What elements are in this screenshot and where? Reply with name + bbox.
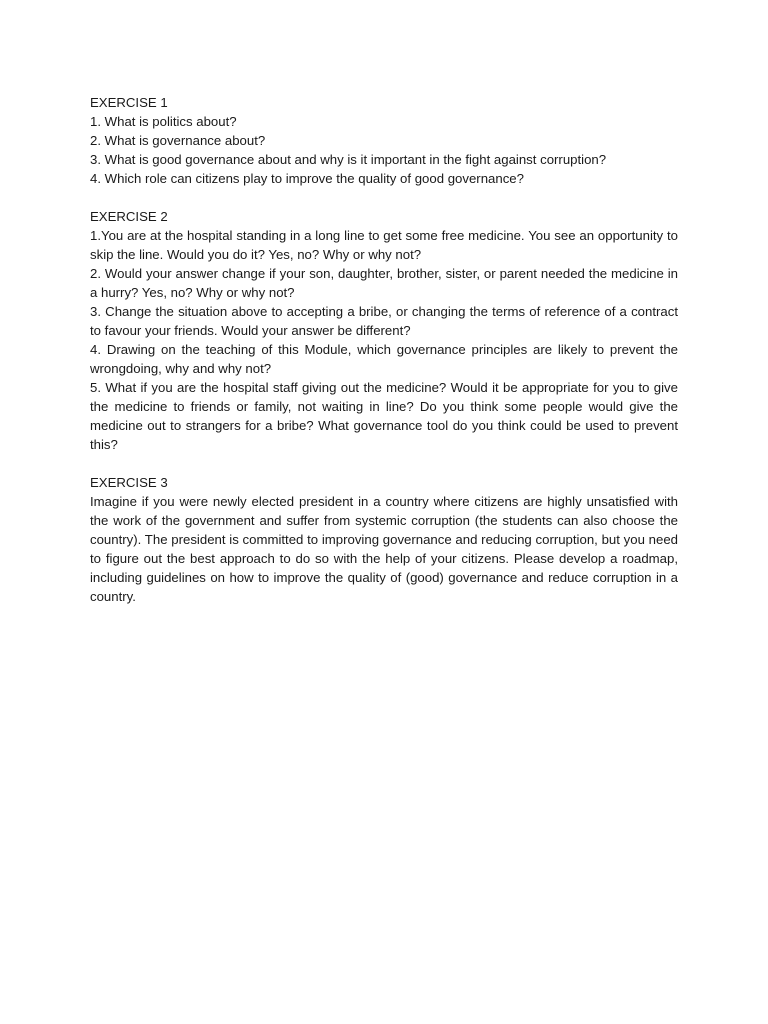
exercise-1-question-3: 3. What is good governance about and why is it important in the fight against corruption?	[90, 152, 607, 167]
exercise-1-question-1: 1. What is politics about?	[90, 114, 237, 129]
exercise-3-heading: EXERCISE 3	[90, 475, 168, 490]
exercise-2-question-4: 4. Drawing on the teaching of this Module, which governance principles are likely to prevent the wrongdoing, why and why not?	[90, 342, 678, 376]
exercise-2-section	[90, 207, 678, 454]
exercise-2-question-1: 1.You are at the hospital standing in a long line to get some free medicine. You see an opportunity to skip the line. Would you do it? Yes, no? Why or why not?	[90, 228, 678, 262]
exercise-2-question-3: 3. Change the situation above to accepting a bribe, or changing the terms of reference of a contract to favour your friends. Would your answer be different?	[90, 304, 678, 338]
exercise-1-heading: EXERCISE 1	[90, 95, 168, 110]
exercise-1-section	[90, 93, 678, 188]
exercise-2-question-5: 5. What if you are the hospital staff giving out the medicine? Would it be appropriate for you to give the medicine to friends or family, not waiting in line? Do you think some people would give the medicine out to strangers for a bribe? What governance tool do you think could be used to prevent this?	[90, 380, 678, 452]
exercise-3-body: Imagine if you were newly elected president in a country where citizens are highly unsatisfied with the work of the government and suffer from systemic corruption (the students can also choose the country). The president is committed to improving governance and reducing corruption, but you need to figure out the best approach to do so with the help of your citizens. Please develop a roadmap, including guidelines on how to improve the quality of (good) governance and reduce corruption in a country.	[90, 494, 678, 604]
exercise-3-section	[90, 473, 678, 606]
exercise-1-question-4: 4. Which role can citizens play to improve the quality of good governance?	[90, 171, 524, 186]
exercise-1-question-2: 2. What is governance about?	[90, 133, 266, 148]
exercise-2-heading: EXERCISE 2	[90, 209, 168, 224]
exercise-2-question-2: 2. Would your answer change if your son, daughter, brother, sister, or parent needed the medicine in a hurry? Yes, no? Why or why not?	[90, 266, 678, 300]
document-page	[90, 93, 678, 625]
